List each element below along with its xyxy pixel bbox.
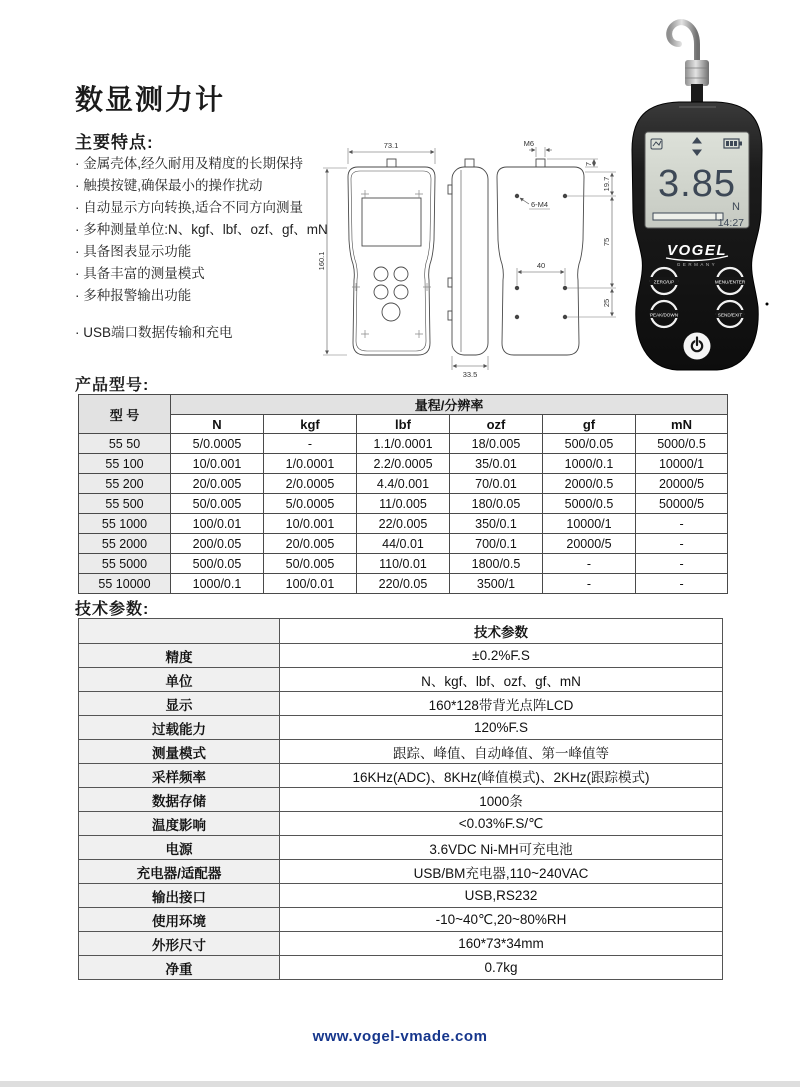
dim-depth: 33.5 — [462, 370, 478, 379]
range-cell: 500/0.05 — [171, 554, 264, 574]
model-row — [79, 514, 728, 534]
spec-label: 净重 — [79, 956, 280, 980]
dim-top-offset: 19.7 — [602, 176, 611, 192]
page-title: 数显测力计 — [75, 84, 226, 115]
range-cell: 500/0.05 — [543, 434, 636, 454]
mounting-holes — [515, 194, 567, 319]
units-row — [79, 415, 728, 434]
unit-header: kgf — [264, 415, 357, 434]
spec-value: USB,RS232 — [280, 884, 723, 908]
feature-item: · USB端口数据传输和充电 — [75, 322, 355, 344]
range-cell: 1800/0.5 — [450, 554, 543, 574]
feature-item: · 具备图表显示功能 — [75, 241, 355, 263]
range-cell: 2/0.0005 — [264, 474, 357, 494]
hook — [669, 22, 697, 64]
spec-row — [79, 740, 723, 764]
range-cell: 5000/0.5 — [543, 494, 636, 514]
dimension-drawings — [303, 128, 625, 382]
model-row — [79, 474, 728, 494]
range-cell: 10000/1 — [636, 454, 728, 474]
spec-label-empty — [79, 619, 280, 644]
range-cell: 100/0.01 — [264, 574, 357, 594]
product-photo — [600, 4, 800, 384]
spec-row — [79, 932, 723, 956]
range-cell: - — [636, 574, 728, 594]
unit-header: mN — [636, 415, 728, 434]
range-cell: 20000/5 — [543, 534, 636, 554]
dim-bottom-span: 25 — [602, 298, 611, 308]
spec-header-row — [79, 619, 723, 644]
models-table — [78, 394, 728, 594]
range-cell: 1.1/0.0001 — [357, 434, 450, 454]
spec-value: 跟踪、峰值、自动峰值、第一峰值等 — [280, 740, 723, 764]
bottom-strip — [0, 1081, 800, 1087]
model-row — [79, 534, 728, 554]
lcd-bar — [653, 213, 723, 220]
range-cell: 22/0.005 — [357, 514, 450, 534]
side-view-drawing — [448, 159, 488, 355]
range-cell: 11/0.005 — [357, 494, 450, 514]
range-cell: 70/0.01 — [450, 474, 543, 494]
dim-thread: M6 — [523, 139, 534, 148]
range-cell: 4.4/0.001 — [357, 474, 450, 494]
spec-label: 使用环境 — [79, 908, 280, 932]
spec-row — [79, 788, 723, 812]
front-view-drawing — [348, 159, 435, 355]
spec-label: 单位 — [79, 668, 280, 692]
specs-heading: 技术参数: — [75, 601, 150, 618]
model-row — [79, 554, 728, 574]
hook-collar — [685, 60, 709, 86]
spec-row — [79, 692, 723, 716]
model-cell: 55 10000 — [79, 574, 171, 594]
front-cap — [387, 159, 396, 167]
spec-label: 电源 — [79, 836, 280, 860]
spec-row — [79, 884, 723, 908]
range-cell: 18/0.005 — [450, 434, 543, 454]
range-cell: 50/0.005 — [264, 554, 357, 574]
lcd-unit: N — [732, 201, 740, 213]
spec-value: USB/BM充电器,110~240VAC — [280, 860, 723, 884]
feature-item: · 多种测量单位:N、kgf、lbf、ozf、gf、mN — [75, 219, 355, 241]
spec-label: 输出接口 — [79, 884, 280, 908]
power-button[interactable] — [684, 333, 711, 360]
back-view-drawing — [497, 159, 584, 355]
unit-header: gf — [543, 415, 636, 434]
spec-label: 过载能力 — [79, 716, 280, 740]
lcd-time: 14:27 — [717, 217, 744, 229]
models-heading: 产品型号: — [75, 377, 150, 394]
spec-label: 采样频率 — [79, 764, 280, 788]
range-cell: 10/0.001 — [171, 454, 264, 474]
model-row — [79, 494, 728, 514]
range-cell: - — [636, 554, 728, 574]
model-cell: 55 1000 — [79, 514, 171, 534]
range-cell: 3500/1 — [450, 574, 543, 594]
range-cell: 5/0.0005 — [264, 494, 357, 514]
range-cell: 2.2/0.0005 — [357, 454, 450, 474]
brand-name: VOGEL — [666, 242, 728, 259]
brand-sub: GERMANY — [676, 262, 718, 267]
feature-item: · 金属壳体,经久耐用及精度的长期保持 — [75, 153, 355, 175]
range-cell: - — [543, 554, 636, 574]
range-cell: 220/0.05 — [357, 574, 450, 594]
range-cell: 10000/1 — [543, 514, 636, 534]
range-cell: 20/0.005 — [264, 534, 357, 554]
spec-table-header: 技术参数 — [280, 619, 723, 644]
spec-row — [79, 764, 723, 788]
svg-text:MENU/ENTER: MENU/ENTER — [714, 279, 746, 285]
range-cell: - — [636, 534, 728, 554]
dim-hole-span: 40 — [536, 261, 546, 270]
range-cell: 20/0.005 — [171, 474, 264, 494]
col-range-header: 量程/分辨率 — [171, 395, 728, 415]
range-cell: 100/0.01 — [171, 514, 264, 534]
spec-row — [79, 836, 723, 860]
spec-label: 温度影响 — [79, 812, 280, 836]
model-cell: 55 500 — [79, 494, 171, 514]
model-cell: 55 100 — [79, 454, 171, 474]
feature-item: · 自动显示方向转换,适合不同方向测量 — [75, 197, 355, 219]
range-cell: 110/0.01 — [357, 554, 450, 574]
dim-mid-span: 75 — [602, 237, 611, 247]
spec-value: 3.6VDC Ni-MH可充电池 — [280, 836, 723, 860]
back-cap — [536, 159, 545, 167]
spec-row — [79, 860, 723, 884]
feature-item: · 多种报警输出功能 — [75, 285, 355, 307]
front-screen — [362, 198, 421, 246]
range-cell: 1/0.0001 — [264, 454, 357, 474]
specs-table — [78, 618, 723, 980]
spec-value: 160*73*34mm — [280, 932, 723, 956]
range-cell: 5/0.0005 — [171, 434, 264, 454]
range-cell: 200/0.05 — [171, 534, 264, 554]
spec-value: 160*128带背光点阵LCD — [280, 692, 723, 716]
range-cell: 10/0.001 — [264, 514, 357, 534]
svg-text:SEND/EXIT: SEND/EXIT — [717, 312, 743, 318]
spec-row — [79, 716, 723, 740]
model-cell: 55 200 — [79, 474, 171, 494]
range-cell: 2000/0.5 — [543, 474, 636, 494]
spec-row — [79, 956, 723, 980]
range-cell: 5000/0.5 — [636, 434, 728, 454]
range-cell: - — [543, 574, 636, 594]
unit-header: N — [171, 415, 264, 434]
dimension-labels — [317, 139, 611, 379]
unit-header: lbf — [357, 415, 450, 434]
website-link[interactable]: www.vogel-vmade.com — [312, 1028, 488, 1045]
lcd-value: 3.85 — [658, 163, 736, 205]
spec-value: 1000条 — [280, 788, 723, 812]
range-cell: 50/0.005 — [171, 494, 264, 514]
dimension-lines — [323, 147, 616, 370]
svg-text:ZERO/UP: ZERO/UP — [653, 279, 675, 285]
spec-row — [79, 812, 723, 836]
spec-label: 测量模式 — [79, 740, 280, 764]
feature-item: · 触摸按键,确保最小的操作扰动 — [75, 175, 355, 197]
spec-value: ±0.2%F.S — [280, 644, 723, 668]
spec-label: 数据存储 — [79, 788, 280, 812]
model-row — [79, 574, 728, 594]
spec-label: 充电器/适配器 — [79, 860, 280, 884]
dim-holes: 6-M4 — [531, 200, 549, 209]
range-cell: 50000/5 — [636, 494, 728, 514]
model-row — [79, 434, 728, 454]
range-cell: 180/0.05 — [450, 494, 543, 514]
unit-header: ozf — [450, 415, 543, 434]
feature-item: · 具备丰富的测量模式 — [75, 263, 355, 285]
spec-row — [79, 644, 723, 668]
header-row — [79, 395, 728, 415]
col-model-header: 型 号 — [79, 395, 171, 434]
model-cell: 55 5000 — [79, 554, 171, 574]
range-cell: - — [636, 514, 728, 534]
range-cell: 350/0.1 — [450, 514, 543, 534]
dim-cap: 7 — [584, 161, 593, 167]
dim-height: 160.1 — [317, 251, 326, 271]
spec-row — [79, 668, 723, 692]
spec-value: 120%F.S — [280, 716, 723, 740]
spec-label: 外形尺寸 — [79, 932, 280, 956]
model-row — [79, 454, 728, 474]
features-heading: 主要特点: — [75, 133, 154, 152]
range-cell: 1000/0.1 — [543, 454, 636, 474]
spec-value: 0.7kg — [280, 956, 723, 980]
spec-value: 16KHz(ADC)、8KHz(峰值模式)、2KHz(跟踪模式) — [280, 764, 723, 788]
spec-value: <0.03%F.S/℃ — [280, 812, 723, 836]
spec-row — [79, 908, 723, 932]
spec-value: -10~40℃,20~80%RH — [280, 908, 723, 932]
dim-width: 73.1 — [383, 141, 399, 150]
svg-text:PEAK/DOWN: PEAK/DOWN — [649, 312, 679, 318]
range-cell: 1000/0.1 — [171, 574, 264, 594]
spec-value: N、kgf、lbf、ozf、gf、mN — [280, 668, 723, 692]
model-cell: 55 50 — [79, 434, 171, 454]
range-cell: - — [264, 434, 357, 454]
range-cell: 44/0.01 — [357, 534, 450, 554]
spec-label: 显示 — [79, 692, 280, 716]
alignment-marks — [352, 190, 431, 338]
model-cell: 55 2000 — [79, 534, 171, 554]
range-cell: 700/0.1 — [450, 534, 543, 554]
range-cell: 35/0.01 — [450, 454, 543, 474]
spec-label: 精度 — [79, 644, 280, 668]
range-cell: 20000/5 — [636, 474, 728, 494]
